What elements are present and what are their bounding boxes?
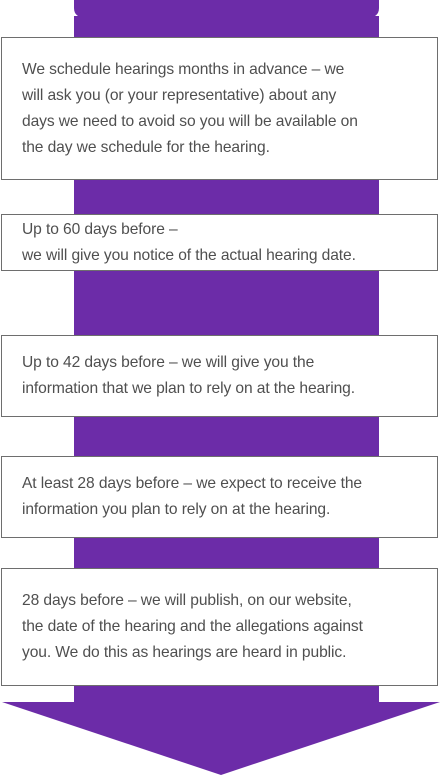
- arrow-top-cap: [74, 0, 379, 18]
- step-2-line-2: we will give you notice of the actual hearing date.: [22, 246, 356, 264]
- step-box-5: [1, 568, 438, 686]
- arrow-head: [2, 702, 440, 775]
- step-1-line-3: days we need to avoid so you will be available on: [22, 112, 358, 130]
- step-5-line-2: the date of the hearing and the allegations against: [22, 618, 363, 635]
- step-4-line-2: information you plan to rely on at the hearing.: [22, 501, 331, 518]
- step-4-line-1: At least 28 days before – we expect to receive the: [22, 475, 362, 492]
- step-1-text: [22, 57, 358, 161]
- step-2-line-1: Up to 60 days before –: [22, 220, 178, 238]
- step-box-3: [1, 335, 438, 417]
- step-4-text: [22, 471, 362, 523]
- step-5-line-1: 28 days before – we will publish, on our website,: [22, 592, 352, 609]
- step-1-line-4: the day we schedule for the hearing.: [22, 138, 270, 156]
- step-3-text: [22, 350, 355, 402]
- step-box-2: [1, 214, 438, 271]
- step-5-text: [22, 588, 363, 666]
- step-1-line-1: We schedule hearings months in advance – we: [22, 60, 345, 78]
- step-2-text: [22, 217, 356, 269]
- step-3-line-1: Up to 42 days before – we will give you the: [22, 354, 315, 371]
- step-5-line-3: you. We do this as hearings are heard in public.: [22, 644, 347, 661]
- step-box-4: [1, 456, 438, 538]
- step-3-line-2: information that we plan to rely on at the hearing.: [22, 380, 355, 397]
- step-box-1: [1, 37, 438, 180]
- step-1-line-2: will ask you (or your representative) about any: [22, 86, 337, 104]
